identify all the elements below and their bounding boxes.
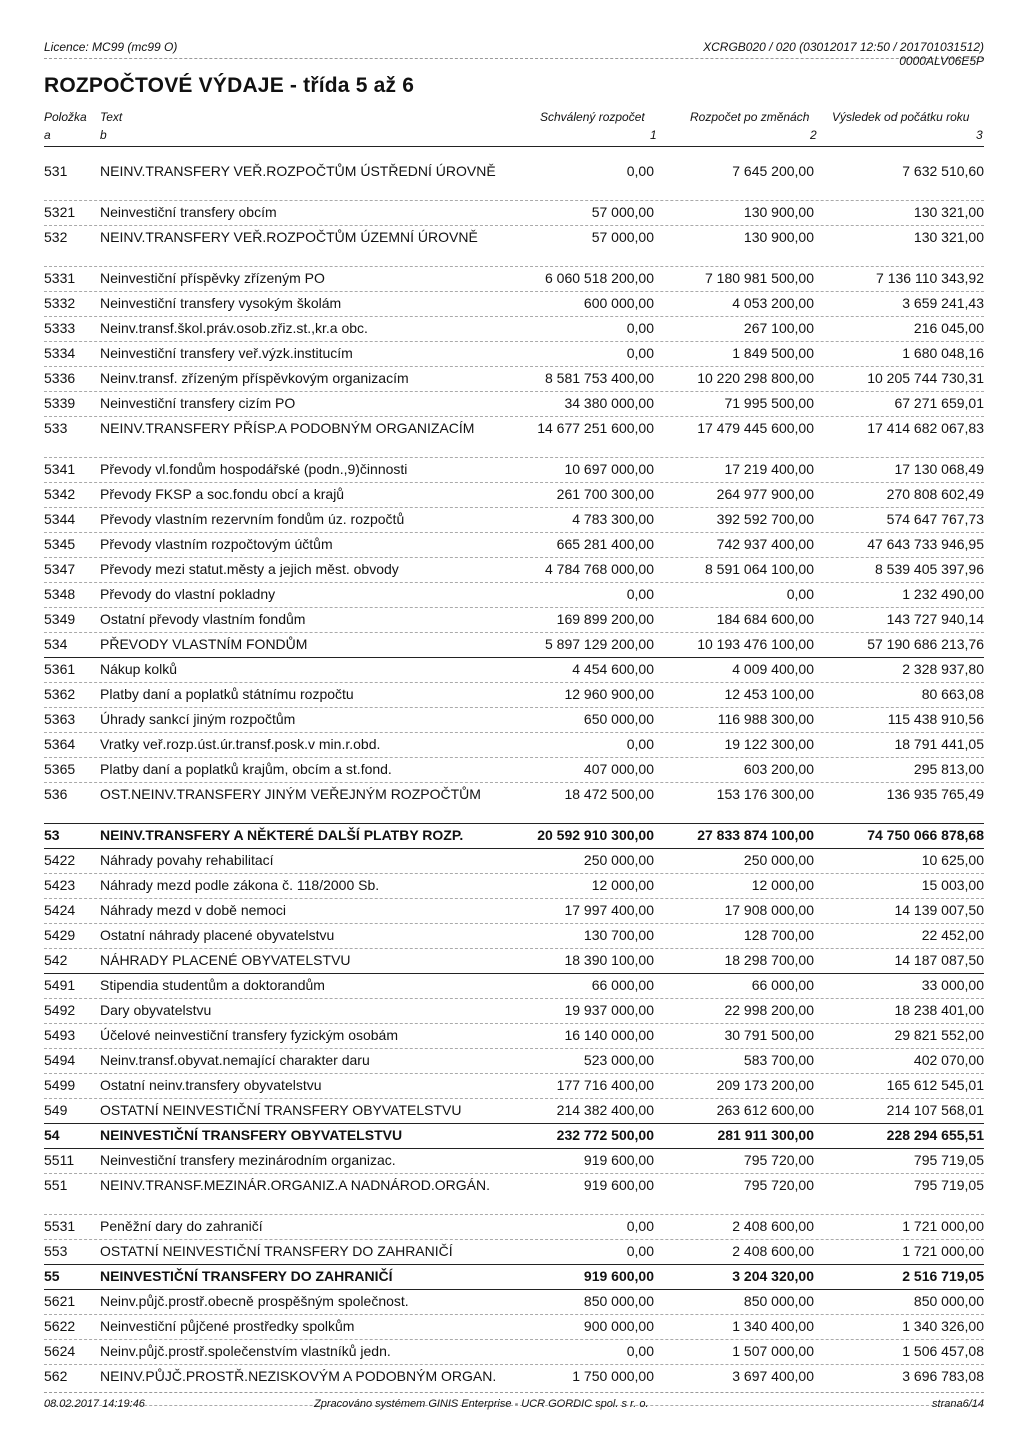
row-budget-after-changes: 7 645 200,00: [732, 163, 814, 179]
row-result-ytd: 850 000,00: [913, 1293, 984, 1309]
row-approved-budget: 0,00: [626, 1343, 654, 1359]
table-row: [44, 683, 984, 708]
row-budget-after-changes: 2 408 600,00: [732, 1243, 814, 1259]
row-budget-after-changes: 10 220 298 800,00: [697, 370, 814, 386]
row-approved-budget: 214 382 400,00: [556, 1102, 654, 1118]
row-result-ytd: 1 721 000,00: [902, 1243, 984, 1259]
report-code: 0000ALV06E5P: [899, 54, 984, 68]
row-budget-after-changes: 7 180 981 500,00: [705, 270, 814, 286]
row-text: Převody vl.fondům hospodářské (podn.,9)činnosti: [100, 461, 408, 477]
row-text: Ostatní náhrady placené obyvatelstvu: [100, 927, 335, 943]
row-text: NÁHRADY PLACENÉ OBYVATELSTVU: [100, 952, 351, 968]
table-row: [44, 783, 984, 824]
row-budget-after-changes: 128 700,00: [743, 927, 814, 943]
table-row: [44, 1265, 984, 1290]
row-approved-budget: 1 750 000,00: [572, 1368, 654, 1384]
row-text: Neinvestiční transfery cizím PO: [100, 395, 296, 411]
row-result-ytd: 1 506 457,08: [902, 1343, 984, 1359]
row-text: Ostatní převody vlastním fondům: [100, 611, 306, 627]
table-row: [44, 999, 984, 1024]
row-text: Převody vlastním rezervním fondům úz. rozpočtů: [100, 511, 405, 527]
row-budget-after-changes: 850 000,00: [743, 1293, 814, 1309]
table-row: [44, 949, 984, 974]
row-code: 5621: [44, 1293, 76, 1309]
row-text: OST.NEINV.TRANSFERY JINÝM VEŘEJNÝM ROZPOČTŮM: [100, 786, 481, 802]
table-head-rule: [44, 146, 984, 147]
col-head-schvaleny: Schválený rozpočet: [540, 110, 645, 124]
row-text: Převody do vlastní pokladny: [100, 586, 276, 602]
table-row: [44, 1049, 984, 1074]
table-row: [44, 708, 984, 733]
row-result-ytd: 47 643 733 946,95: [867, 536, 984, 552]
row-approved-budget: 919 600,00: [583, 1177, 654, 1193]
row-code: 5493: [44, 1027, 76, 1043]
row-text: NEINVESTIČNÍ TRANSFERY OBYVATELSTVU: [100, 1127, 403, 1143]
row-code: 5342: [44, 486, 76, 502]
row-budget-after-changes: 583 700,00: [743, 1052, 814, 1068]
row-code: 536: [44, 786, 68, 802]
table-row: [44, 1240, 984, 1265]
row-approved-budget: 17 997 400,00: [564, 902, 654, 918]
table-row: [44, 367, 984, 392]
row-budget-after-changes: 130 900,00: [743, 229, 814, 245]
row-result-ytd: 270 808 602,49: [886, 486, 984, 502]
table-row: [44, 974, 984, 999]
row-budget-after-changes: 18 298 700,00: [724, 952, 814, 968]
row-result-ytd: 130 321,00: [913, 204, 984, 220]
row-text: Peněžní dary do zahraničí: [100, 1218, 263, 1234]
row-budget-after-changes: 8 591 064 100,00: [705, 561, 814, 577]
row-budget-after-changes: 22 998 200,00: [724, 1002, 814, 1018]
row-text: Neinvestiční transfery veř.výzk.institucím: [100, 345, 353, 361]
row-budget-after-changes: 795 720,00: [743, 1177, 814, 1193]
row-approved-budget: 6 060 518 200,00: [545, 270, 654, 286]
row-budget-after-changes: 4 053 200,00: [732, 295, 814, 311]
row-code: 533: [44, 420, 68, 436]
table-row: [44, 342, 984, 367]
row-text: Stipendia studentům a doktorandům: [100, 977, 325, 993]
row-code: 5363: [44, 711, 76, 727]
table-row: [44, 1099, 984, 1124]
row-code: 5422: [44, 852, 76, 868]
row-result-ytd: 574 647 767,73: [886, 511, 984, 527]
row-text: Ostatní neinv.transfery obyvatelstvu: [100, 1077, 322, 1093]
table-row: [44, 1149, 984, 1174]
col-index-b: b: [100, 128, 107, 142]
row-text: Platby daní a poplatků státnímu rozpočtu: [100, 686, 354, 702]
table-row: [44, 733, 984, 758]
table-row: [44, 1215, 984, 1240]
row-approved-budget: 919 600,00: [583, 1152, 654, 1168]
col-head-po-zmenach: Rozpočet po změnách: [690, 110, 810, 124]
row-code: 5424: [44, 902, 76, 918]
row-code: 5429: [44, 927, 76, 943]
row-budget-after-changes: 153 176 300,00: [716, 786, 814, 802]
row-code: 5339: [44, 395, 76, 411]
table-row: [44, 201, 984, 226]
table-row: [44, 417, 984, 458]
row-result-ytd: 22 452,00: [921, 927, 984, 943]
budget-table: [44, 160, 984, 1406]
row-code: 5344: [44, 511, 76, 527]
table-row: [44, 1315, 984, 1340]
row-text: Neinvestiční transfery obcím: [100, 204, 277, 220]
row-text: Neinvestiční půjčené prostředky spolkům: [100, 1318, 355, 1334]
col-head-vysledek: Výsledek od počátku roku: [832, 110, 970, 124]
row-budget-after-changes: 795 720,00: [743, 1152, 814, 1168]
table-row: [44, 633, 984, 658]
row-result-ytd: 7 632 510,60: [902, 163, 984, 179]
row-budget-after-changes: 3 697 400,00: [732, 1368, 814, 1384]
row-approved-budget: 177 716 400,00: [556, 1077, 654, 1093]
table-row: [44, 899, 984, 924]
row-code: 5362: [44, 686, 76, 702]
row-code: 5423: [44, 877, 76, 893]
row-result-ytd: 136 935 765,49: [886, 786, 984, 802]
row-text: PŘEVODY VLASTNÍM FONDŮM: [100, 636, 308, 652]
row-code: 5364: [44, 736, 76, 752]
row-result-ytd: 80 663,08: [921, 686, 984, 702]
row-text: Neinv.transf.obyvat.nemající charakter daru: [100, 1052, 370, 1068]
row-code: 542: [44, 952, 68, 968]
row-budget-after-changes: 603 200,00: [743, 761, 814, 777]
table-row: [44, 1290, 984, 1315]
row-result-ytd: 10 625,00: [921, 852, 984, 868]
row-budget-after-changes: 281 911 300,00: [717, 1127, 814, 1143]
row-code: 534: [44, 636, 68, 652]
row-text: NEINV.TRANSFERY PŘÍSP.A PODOBNÝM ORGANIZACÍM: [100, 420, 475, 436]
row-budget-after-changes: 1 849 500,00: [732, 345, 814, 361]
row-code: 5332: [44, 295, 76, 311]
row-code: 5347: [44, 561, 76, 577]
row-result-ytd: 1 232 490,00: [902, 586, 984, 602]
row-text: NEINV.TRANSFERY A NĚKTERÉ DALŠÍ PLATBY ROZP.: [100, 827, 464, 843]
row-approved-budget: 0,00: [626, 345, 654, 361]
row-budget-after-changes: 30 791 500,00: [724, 1027, 814, 1043]
row-result-ytd: 3 659 241,43: [902, 295, 984, 311]
row-approved-budget: 900 000,00: [583, 1318, 654, 1334]
row-text: OSTATNÍ NEINVESTIČNÍ TRANSFERY DO ZAHRANIČÍ: [100, 1243, 453, 1259]
row-budget-after-changes: 209 173 200,00: [716, 1077, 814, 1093]
row-approved-budget: 14 677 251 600,00: [537, 420, 654, 436]
row-approved-budget: 169 899 200,00: [556, 611, 654, 627]
row-approved-budget: 0,00: [626, 1218, 654, 1234]
table-row: [44, 508, 984, 533]
row-code: 553: [44, 1243, 68, 1259]
row-code: 549: [44, 1102, 68, 1118]
row-code: 5349: [44, 611, 76, 627]
row-text: Neinv.půjč.prostř.společenstvím vlastníků jedn.: [100, 1343, 391, 1359]
row-text: Neinvestiční transfery vysokým školám: [100, 295, 342, 311]
table-row: [44, 608, 984, 633]
row-approved-budget: 12 000,00: [591, 877, 654, 893]
col-index-3: 3: [976, 128, 983, 142]
row-budget-after-changes: 264 977 900,00: [716, 486, 814, 502]
row-budget-after-changes: 4 009 400,00: [732, 661, 814, 677]
table-row: [44, 1124, 984, 1149]
row-text: OSTATNÍ NEINVESTIČNÍ TRANSFERY OBYVATELSTVU: [100, 1102, 462, 1118]
row-approved-budget: 57 000,00: [591, 204, 654, 220]
row-approved-budget: 919 600,00: [583, 1268, 654, 1284]
row-budget-after-changes: 267 100,00: [743, 320, 814, 336]
footer-divider: [44, 1392, 984, 1393]
row-approved-budget: 250 000,00: [583, 852, 654, 868]
row-code: 5361: [44, 661, 76, 677]
row-approved-budget: 261 700 300,00: [556, 486, 654, 502]
row-code: 5622: [44, 1318, 76, 1334]
row-result-ytd: 67 271 659,01: [894, 395, 984, 411]
print-date: 08.02.2017 14:19:46: [44, 1398, 145, 1410]
row-result-ytd: 130 321,00: [913, 229, 984, 245]
row-result-ytd: 15 003,00: [921, 877, 984, 893]
row-result-ytd: 214 107 568,01: [886, 1102, 984, 1118]
row-budget-after-changes: 116 988 300,00: [717, 711, 814, 727]
table-row: [44, 924, 984, 949]
row-approved-budget: 57 000,00: [591, 229, 654, 245]
row-text: Neinv.půjč.prostř.obecně prospěšným společnost.: [100, 1293, 409, 1309]
row-budget-after-changes: 742 937 400,00: [716, 536, 814, 552]
row-result-ytd: 143 727 940,14: [886, 611, 984, 627]
row-result-ytd: 295 813,00: [913, 761, 984, 777]
row-approved-budget: 16 140 000,00: [564, 1027, 654, 1043]
table-row: [44, 558, 984, 583]
row-text: Dary obyvatelstvu: [100, 1002, 212, 1018]
row-text: NEINV.TRANSFERY VEŘ.ROZPOČTŮM ÚSTŘEDNÍ ÚROVNĚ: [100, 163, 496, 179]
row-approved-budget: 850 000,00: [583, 1293, 654, 1309]
row-budget-after-changes: 1 340 400,00: [732, 1318, 814, 1334]
license-label: Licence: MC99 (mc99 O): [44, 40, 178, 54]
row-result-ytd: 57 190 686 213,76: [867, 636, 984, 652]
table-row: [44, 458, 984, 483]
row-approved-budget: 12 960 900,00: [564, 686, 654, 702]
row-text: NEINV.TRANSFERY VEŘ.ROZPOČTŮM ÚZEMNÍ ÚROVNĚ: [100, 229, 478, 245]
table-row: [44, 1074, 984, 1099]
page-number: strana6/14: [932, 1398, 984, 1410]
row-result-ytd: 795 719,05: [913, 1177, 984, 1193]
row-text: NEINV.TRANSF.MEZINÁR.ORGANIZ.A NADNÁROD.ORGÁN.: [100, 1177, 490, 1193]
table-row: [44, 1174, 984, 1215]
row-result-ytd: 2 516 719,05: [902, 1268, 984, 1284]
row-approved-budget: 4 783 300,00: [572, 511, 654, 527]
row-result-ytd: 795 719,05: [913, 1152, 984, 1168]
row-budget-after-changes: 2 408 600,00: [732, 1218, 814, 1234]
row-code: 5491: [44, 977, 76, 993]
report-footer: [44, 1398, 984, 1414]
row-result-ytd: 29 821 552,00: [894, 1027, 984, 1043]
row-approved-budget: 5 897 129 200,00: [545, 636, 654, 652]
row-text: Neinv.transf. zřízeným příspěvkovým organizacím: [100, 370, 409, 386]
row-code: 5341: [44, 461, 76, 477]
table-row: [44, 267, 984, 292]
table-row: [44, 1340, 984, 1365]
row-budget-after-changes: 27 833 874 100,00: [697, 827, 814, 843]
row-text: Převody mezi statut.městy a jejich měst. obvody: [100, 561, 399, 577]
row-budget-after-changes: 17 219 400,00: [724, 461, 814, 477]
row-result-ytd: 8 539 405 397,96: [875, 561, 984, 577]
table-row: [44, 226, 984, 267]
row-approved-budget: 4 784 768 000,00: [545, 561, 654, 577]
row-budget-after-changes: 263 612 600,00: [716, 1102, 814, 1118]
row-budget-after-changes: 12 000,00: [751, 877, 814, 893]
page-title: ROZPOČTOVÉ VÝDAJE - třída 5 až 6: [44, 74, 415, 97]
row-text: NEINVESTIČNÍ TRANSFERY DO ZAHRANIČÍ: [100, 1268, 393, 1284]
row-code: 5333: [44, 320, 76, 336]
row-budget-after-changes: 1 507 000,00: [732, 1343, 814, 1359]
row-result-ytd: 10 205 744 730,31: [867, 370, 984, 386]
table-row: [44, 392, 984, 417]
row-approved-budget: 0,00: [626, 163, 654, 179]
row-code: 5321: [44, 204, 76, 220]
row-text: Úhrady sankcí jiným rozpočtům: [100, 711, 296, 727]
col-head-text: Text: [100, 110, 123, 124]
row-text: Náhrady mezd v době nemoci: [100, 902, 286, 918]
row-text: Převody FKSP a soc.fondu obcí a krajů: [100, 486, 345, 502]
row-code: 562: [44, 1368, 68, 1384]
row-budget-after-changes: 17 479 445 600,00: [697, 420, 814, 436]
row-approved-budget: 18 472 500,00: [564, 786, 654, 802]
row-result-ytd: 1 340 326,00: [902, 1318, 984, 1334]
row-budget-after-changes: 71 995 500,00: [724, 395, 814, 411]
table-row: [44, 160, 984, 201]
row-budget-after-changes: 66 000,00: [751, 977, 814, 993]
row-code: 53: [44, 827, 60, 843]
row-result-ytd: 14 187 087,50: [894, 952, 984, 968]
row-approved-budget: 34 380 000,00: [564, 395, 654, 411]
row-approved-budget: 8 581 753 400,00: [545, 370, 654, 386]
row-code: 5345: [44, 536, 76, 552]
row-result-ytd: 33 000,00: [921, 977, 984, 993]
row-code: 5499: [44, 1077, 76, 1093]
row-approved-budget: 0,00: [626, 1243, 654, 1259]
row-text: Náhrady povahy rehabilitací: [100, 852, 274, 868]
row-result-ytd: 3 696 783,08: [902, 1368, 984, 1384]
row-budget-after-changes: 10 193 476 100,00: [697, 636, 814, 652]
row-text: NEINV.PŮJČ.PROSTŘ.NEZISKOVÝM A PODOBNÝM ORGAN.: [100, 1368, 497, 1384]
table-row: [44, 758, 984, 783]
col-index-a: a: [44, 128, 51, 142]
row-approved-budget: 20 592 910 300,00: [537, 827, 654, 843]
row-budget-after-changes: 19 122 300,00: [724, 736, 814, 752]
row-code: 5365: [44, 761, 76, 777]
row-approved-budget: 0,00: [626, 736, 654, 752]
row-text: Neinvestiční transfery mezinárodním organizac.: [100, 1152, 396, 1168]
row-text: Vratky veř.rozp.úst.úr.transf.posk.v min.r.obd.: [100, 736, 381, 752]
row-code: 5334: [44, 345, 76, 361]
row-approved-budget: 523 000,00: [583, 1052, 654, 1068]
row-result-ytd: 2 328 937,80: [902, 661, 984, 677]
row-budget-after-changes: 3 204 320,00: [732, 1268, 814, 1284]
row-code: 551: [44, 1177, 68, 1193]
row-approved-budget: 19 937 000,00: [564, 1002, 654, 1018]
row-code: 5348: [44, 586, 76, 602]
row-code: 55: [44, 1268, 60, 1284]
table-row: [44, 874, 984, 899]
row-code: 5624: [44, 1343, 76, 1359]
row-approved-budget: 66 000,00: [591, 977, 654, 993]
row-approved-budget: 18 390 100,00: [564, 952, 654, 968]
row-text: Nákup kolků: [100, 661, 178, 677]
row-text: Náhrady mezd podle zákona č. 118/2000 Sb.: [100, 877, 380, 893]
table-row: [44, 483, 984, 508]
table-row: [44, 533, 984, 558]
row-code: 531: [44, 163, 68, 179]
row-code: 5331: [44, 270, 76, 286]
row-approved-budget: 407 000,00: [583, 761, 654, 777]
row-budget-after-changes: 0,00: [786, 586, 814, 602]
table-row: [44, 658, 984, 683]
row-approved-budget: 130 700,00: [583, 927, 654, 943]
row-budget-after-changes: 17 908 000,00: [724, 902, 814, 918]
row-code: 5494: [44, 1052, 76, 1068]
row-result-ytd: 1 721 000,00: [902, 1218, 984, 1234]
row-result-ytd: 74 750 066 878,68: [867, 827, 984, 843]
row-result-ytd: 1 680 048,16: [902, 345, 984, 361]
row-text: Neinv.transf.škol.práv.osob.zřiz.st.,kr.a obc.: [100, 320, 368, 336]
row-code: 5336: [44, 370, 76, 386]
row-text: Platby daní a poplatků krajům, obcím a st.fond.: [100, 761, 392, 777]
row-approved-budget: 665 281 400,00: [556, 536, 654, 552]
table-row: [44, 317, 984, 342]
row-approved-budget: 650 000,00: [583, 711, 654, 727]
table-row: [44, 824, 984, 849]
row-result-ytd: 228 294 655,51: [886, 1127, 984, 1143]
row-result-ytd: 18 238 401,00: [894, 1002, 984, 1018]
system-stamp: XCRGB020 / 020 (03012017 12:50 / 201701031512): [703, 40, 984, 54]
row-result-ytd: 115 438 910,56: [887, 711, 984, 727]
table-row: [44, 292, 984, 317]
row-approved-budget: 232 772 500,00: [556, 1127, 654, 1143]
row-result-ytd: 7 136 110 343,92: [876, 270, 984, 286]
table-row: [44, 583, 984, 608]
row-budget-after-changes: 12 453 100,00: [724, 686, 814, 702]
table-row: [44, 849, 984, 874]
row-text: Neinvestiční příspěvky zřízeným PO: [100, 270, 325, 286]
row-budget-after-changes: 392 592 700,00: [716, 511, 814, 527]
row-approved-budget: 4 454 600,00: [572, 661, 654, 677]
row-result-ytd: 165 612 545,01: [886, 1077, 984, 1093]
row-budget-after-changes: 250 000,00: [743, 852, 814, 868]
row-result-ytd: 17 414 682 067,83: [867, 420, 984, 436]
row-result-ytd: 14 139 007,50: [894, 902, 984, 918]
row-approved-budget: 0,00: [626, 586, 654, 602]
row-text: Převody vlastním rozpočtovým účtům: [100, 536, 333, 552]
report-header: [44, 40, 984, 58]
row-result-ytd: 18 791 441,05: [894, 736, 984, 752]
row-code: 54: [44, 1127, 60, 1143]
row-approved-budget: 0,00: [626, 320, 654, 336]
row-result-ytd: 216 045,00: [913, 320, 984, 336]
col-index-1: 1: [650, 128, 657, 142]
row-budget-after-changes: 184 684 600,00: [716, 611, 814, 627]
header-divider: [44, 58, 984, 59]
row-code: 532: [44, 229, 68, 245]
row-approved-budget: 10 697 000,00: [564, 461, 654, 477]
col-head-polozka: Položka: [44, 110, 87, 124]
processed-by: Zpracováno systémem GINIS Enterprise - UCR GORDIC spol. s r. o.: [314, 1398, 649, 1410]
row-code: 5511: [44, 1152, 75, 1168]
row-approved-budget: 600 000,00: [583, 295, 654, 311]
row-budget-after-changes: 130 900,00: [743, 204, 814, 220]
row-code: 5531: [44, 1218, 76, 1234]
row-result-ytd: 17 130 068,49: [894, 461, 984, 477]
row-result-ytd: 402 070,00: [913, 1052, 984, 1068]
col-index-2: 2: [810, 128, 817, 142]
row-code: 5492: [44, 1002, 76, 1018]
row-text: Účelové neinvestiční transfery fyzickým osobám: [100, 1027, 398, 1043]
table-row: [44, 1024, 984, 1049]
